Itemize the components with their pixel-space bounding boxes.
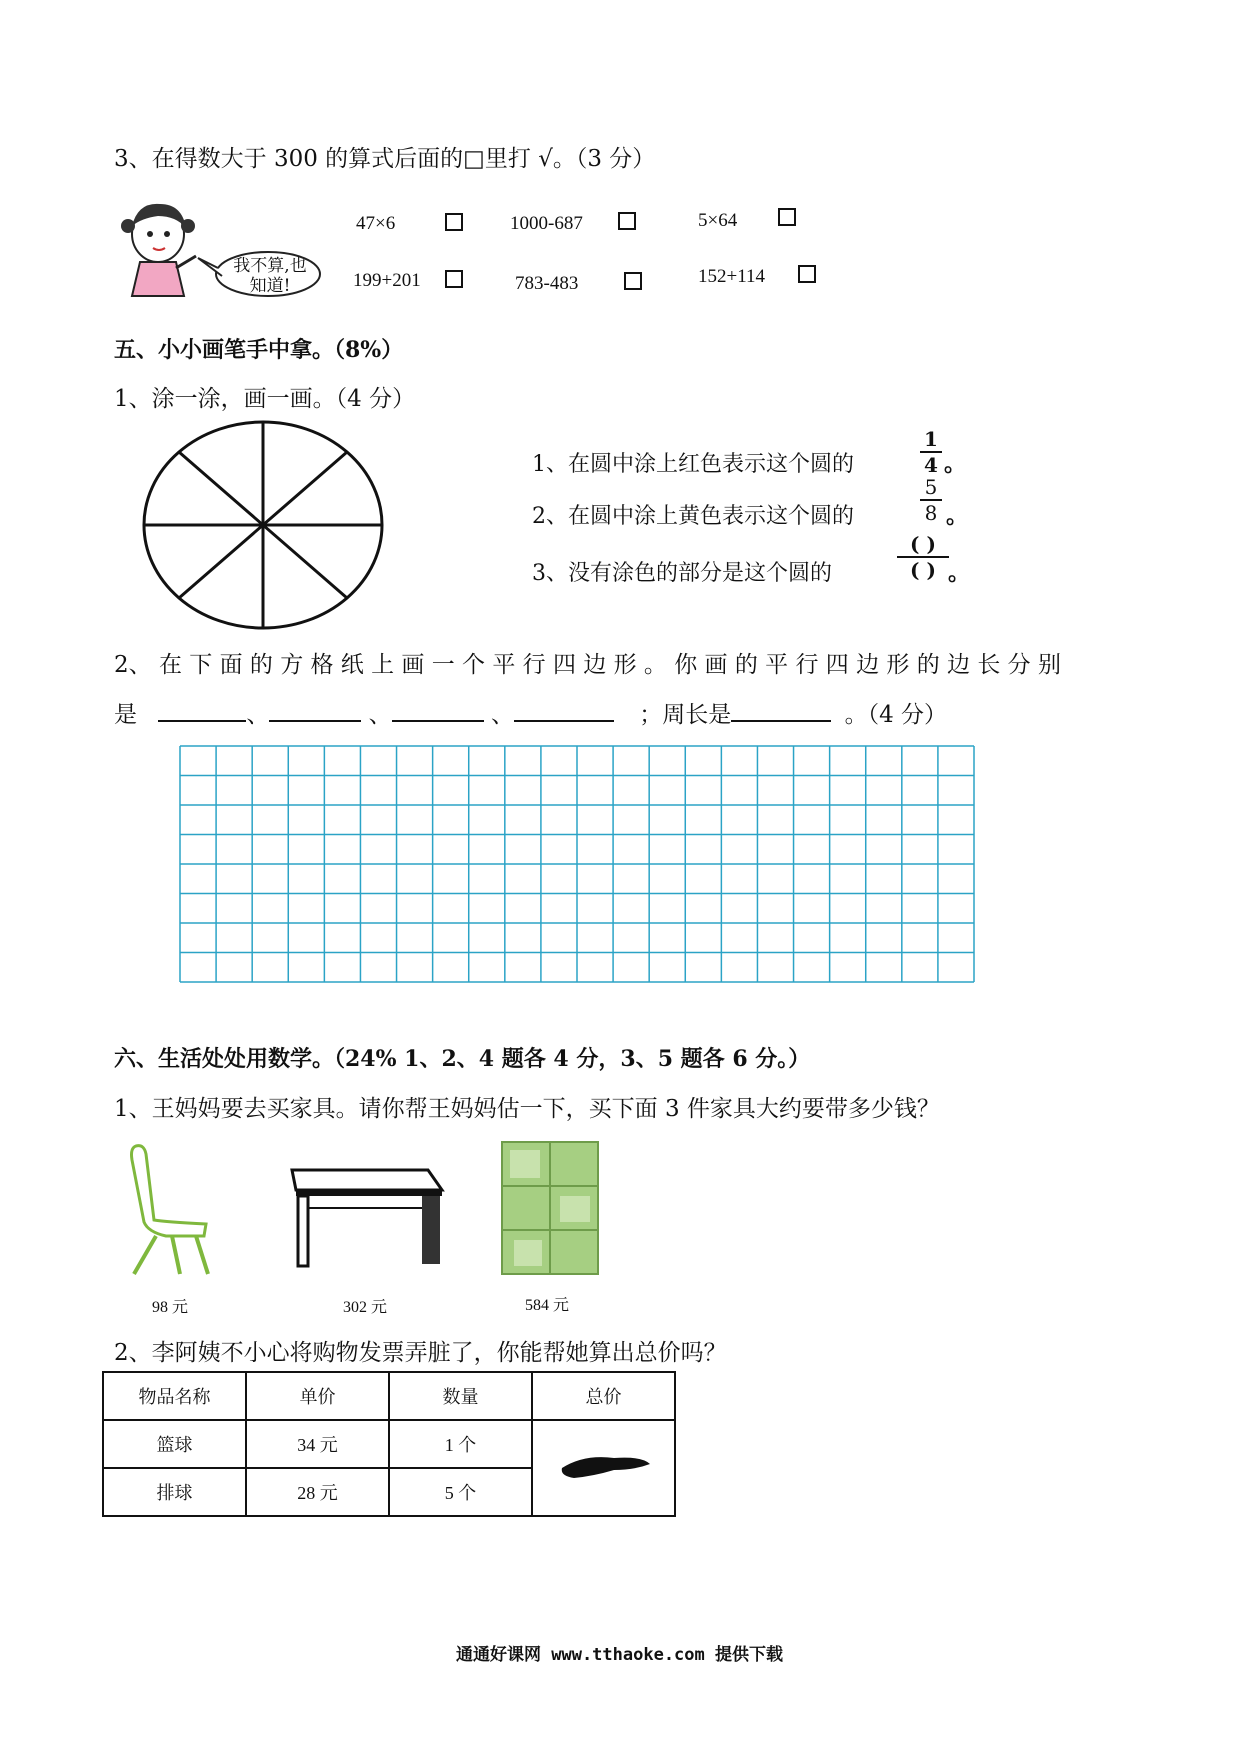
cell-item: 排球 — [103, 1468, 246, 1516]
side-blank-1[interactable] — [158, 700, 246, 722]
cell-quantity: 1 个 — [389, 1420, 532, 1468]
checkbox-4[interactable] — [445, 270, 463, 288]
header-quantity: 数量 — [389, 1372, 532, 1420]
fraction-1-4: 1 4 — [920, 428, 942, 476]
table-header-row — [103, 1372, 675, 1420]
section5-title: 五、小小画笔手中拿。（8%） — [114, 337, 404, 363]
header-item: 物品名称 — [103, 1372, 246, 1420]
side-blank-2[interactable] — [269, 700, 361, 722]
price-desk: 302 元 — [343, 1299, 388, 1316]
ink-smudge — [554, 1446, 654, 1486]
price-chair: 98 元 — [152, 1299, 189, 1316]
q3-title: 3、在得数大于 300 的算式后面的□里打 √。（3 分） — [114, 146, 656, 172]
expr-3: 5×64 — [698, 210, 738, 231]
s5-q2-line1: 2、 在 下 面 的 方 格 纸 上 画 一 个 平 行 四 边 形 。 你 画 的 平 行 四 边 形 的 边 长 分 别 — [114, 652, 1061, 678]
checkbox-3[interactable] — [778, 208, 796, 226]
s6-q1-title: 1、王妈妈要去买家具。请你帮王妈妈估一下，买下面 3 件家具大约要带多少钱？ — [114, 1096, 940, 1122]
checkbox-6[interactable] — [798, 265, 816, 283]
fraction-blank: ( ) ( ) — [897, 533, 949, 581]
header-unit-price: 单价 — [246, 1372, 389, 1420]
fraction-5-8: 5 8 — [920, 476, 942, 524]
side-blank-3[interactable] — [392, 700, 484, 722]
table-row — [103, 1420, 675, 1468]
cell-unit-price: 28 元 — [246, 1468, 389, 1516]
instruction-2: 2、在圆中涂上黄色表示这个圆的 — [532, 504, 854, 529]
section6-title: 六、生活处处用数学。（24% 1、2、4 题各 4 分，3、5 题各 6 分。） — [114, 1046, 811, 1072]
expr-6: 152+114 — [698, 266, 766, 287]
checkbox-1[interactable] — [445, 213, 463, 231]
circle-diagram — [140, 418, 386, 632]
desk-image — [282, 1160, 450, 1268]
expr-4: 199+201 — [353, 270, 421, 291]
perimeter-blank[interactable] — [731, 700, 831, 722]
checkbox-5[interactable] — [624, 272, 642, 290]
instruction-2-end: 。 — [946, 503, 969, 529]
expr-5: 783-483 — [515, 273, 579, 294]
s5-q2-line2: 是 、 、 、 ；周长是 。（4 分） — [114, 702, 948, 728]
cell-total-smudged — [532, 1420, 675, 1516]
cell-unit-price: 34 元 — [246, 1420, 389, 1468]
instruction-3: 3、没有涂色的部分是这个圆的 — [532, 561, 832, 586]
cell-item: 篮球 — [103, 1420, 246, 1468]
s5-q1-title: 1、涂一涂，画一画。（4 分） — [114, 386, 416, 412]
invoice-table — [102, 1371, 676, 1517]
expr-2: 1000-687 — [510, 213, 583, 234]
header-total: 总价 — [532, 1372, 675, 1420]
instruction-1: 1、在圆中涂上红色表示这个圆的 — [532, 452, 854, 477]
chair-image — [126, 1140, 216, 1276]
cell-quantity: 5 个 — [389, 1468, 532, 1516]
cabinet-image — [500, 1140, 604, 1278]
price-cabinet: 584 元 — [525, 1297, 570, 1314]
instruction-1-end: 。 — [944, 451, 967, 477]
footer: 通通好课网 www.tthaoke.com 提供下载 — [456, 1645, 783, 1665]
grid-paper[interactable] — [178, 744, 976, 984]
instruction-3-end: 。 — [948, 560, 971, 586]
speech-bubble: 我不算,也 知道! — [233, 256, 307, 296]
expr-1: 47×6 — [356, 213, 396, 234]
checkbox-2[interactable] — [618, 212, 636, 230]
s6-q2-title: 2、李阿姨不小心将购物发票弄脏了，你能帮她算出总价吗？ — [114, 1340, 727, 1366]
side-blank-4[interactable] — [514, 700, 614, 722]
